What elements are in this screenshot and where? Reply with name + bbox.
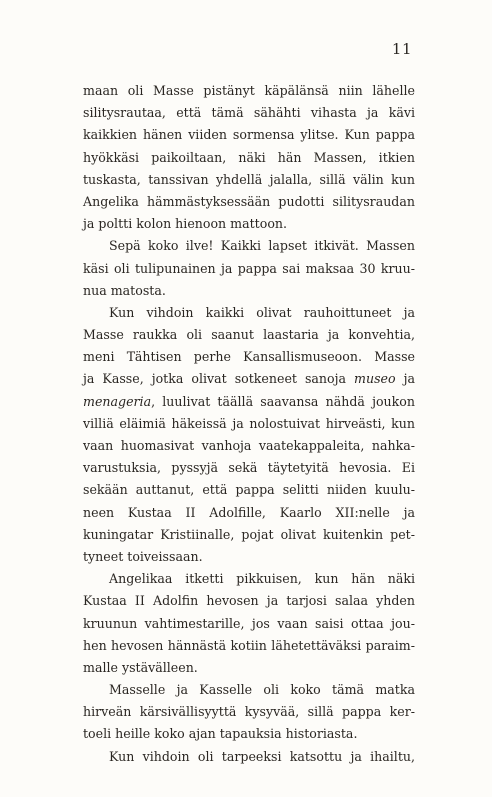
text-line: hirveän kärsivällisyyttä kysyvää, sillä pappa ker- [83, 704, 415, 720]
text-line: nua matosta. [83, 282, 166, 298]
text-line: varustuksia, pyssyjä sekä täytetyitä hevosia. Ei [83, 460, 415, 476]
text-line: Sepä koko ilve! Kaikki lapset itkivät. Massen [109, 238, 415, 254]
text-line: maan oli Masse pistänyt käpälänsä niin lähelle [83, 83, 415, 98]
text-line: hyökkäsi paikoiltaan, näki hän Massen, itkien [83, 149, 415, 165]
text-line: meni Tähtisen perhe Kansallismuseoon. Masse [83, 349, 415, 365]
text-line [83, 368, 415, 390]
text-segment: , luulivat täällä saavansa nähdä joukon [151, 393, 415, 409]
text-line: käsi oli tulipunainen ja pappa sai maksaa 30 kruu- [83, 260, 415, 276]
text-line: malle ystävälleen. [83, 659, 198, 675]
text-line: neen Kustaa II Adolfille, Kaarlo XII:nelle ja [83, 504, 415, 520]
page-number: 11 [391, 40, 412, 58]
text-line: tyneet toiveissaan. [83, 548, 203, 564]
body-text [83, 80, 415, 768]
text-line: Masselle ja Kasselle oli koko tämä matka [109, 682, 415, 698]
italic-word: menageria [83, 393, 152, 409]
text-line: ja poltti kolon hienoon mattoon. [83, 216, 288, 232]
text-line: tuskasta, tanssivan yhdellä jalalla, sillä välin kun [83, 171, 415, 187]
text-line: villiä eläimiä häkeissä ja nolostuivat hirveästi, kun [83, 415, 415, 431]
text-line: vaan huomasivat vanhoja vaatekappaleita, nahka- [83, 438, 415, 453]
text-line: Angelikaa itketti pikkuisen, kun hän näki [109, 571, 415, 587]
text-line: kaikkien hänen viiden sormensa ylitse. Kun pappa [83, 127, 415, 143]
text-line: Kustaa II Adolfin hevosen ja tarjosi salaa yhden [83, 593, 415, 609]
text-line: hen hevosen hännästä kotiin lähetettäväksi paraim- [83, 637, 415, 653]
text-segment: ja Kasse, jotka olivat sotkeneet sanoja [83, 371, 355, 387]
text-line: kuningatar Kristiinalle, pojat olivat kuitenkin pet- [83, 526, 415, 542]
text-line: silitysrautaa, että tämä sähähti vihasta ja kävi [83, 105, 415, 121]
text-line: Angelika hämmästyksessään pudotti silitysraudan [83, 193, 415, 209]
text-line: Kun vihdoin oli tarpeeksi katsottu ja ihailtu, [109, 748, 415, 764]
text-line: sekään auttanut, että pappa selitti niiden kuulu- [83, 482, 415, 498]
text-line: toeli heille koko ajan tapauksia historiasta. [83, 726, 358, 742]
text-line: Kun vihdoin kaikki olivat rauhoittuneet ja [109, 304, 415, 320]
text-line [83, 391, 415, 413]
text-line: kruunun vahtimestarille, jos vaan saisi ottaa jou- [83, 615, 415, 631]
text-segment: ja [395, 371, 415, 387]
text-line: Masse raukka oli saanut laastaria ja konvehtia, [83, 327, 415, 343]
italic-word: museo [354, 371, 396, 387]
